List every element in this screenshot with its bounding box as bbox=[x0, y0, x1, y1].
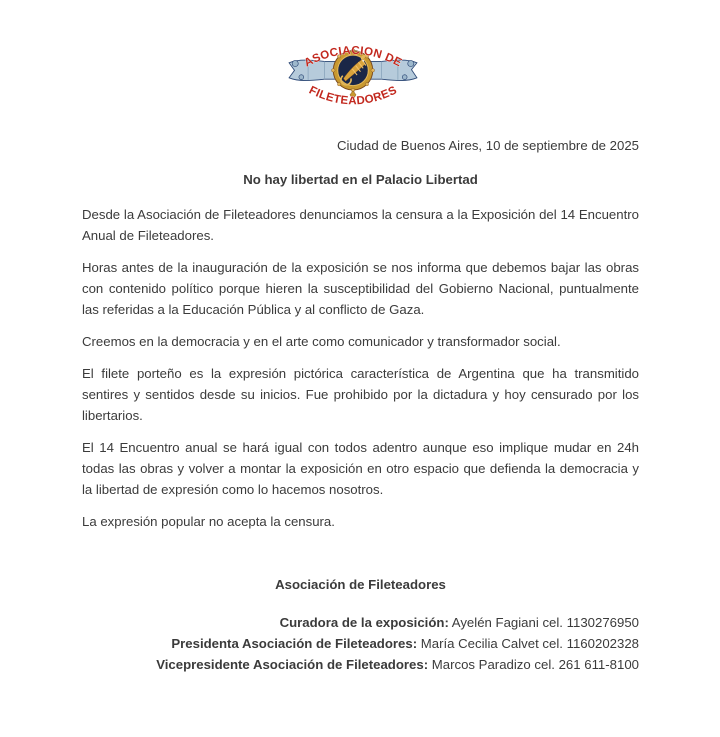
paragraph-1: Desde la Asociación de Fileteadores denunciamos la censura a la Exposición del 14 Encuentro Anual de Fileteadores. bbox=[82, 207, 639, 243]
contact-vicepresidente bbox=[82, 654, 639, 675]
paragraph-5: El 14 Encuentro anual se hará igual con todos adentro aunque eso implique mudar en 24h todas las obras y volver a montar la exposición en otro espacio que defienda la democracia y la libertad de expresión como lo hacemos nosotros. bbox=[82, 440, 639, 497]
contact-role: Presidenta Asociación de Fileteadores: bbox=[171, 636, 418, 651]
logo-svg bbox=[285, 30, 421, 112]
paragraph-6: La expresión popular no acepta la censura. bbox=[82, 514, 335, 529]
contact-role: Vicepresidente Asociación de Fileteadores: bbox=[156, 657, 429, 672]
contact-info: Marcos Paradizo cel. 261 611-8100 bbox=[431, 657, 639, 672]
signature: Asociación de Fileteadores bbox=[275, 577, 446, 592]
contact-presidenta bbox=[82, 633, 639, 654]
contact-info: Ayelén Fagiani cel. 1130276950 bbox=[451, 615, 639, 630]
paragraph-2: Horas antes de la inauguración de la exposición se nos informa que debemos bajar las obras con contenido político porque hieren la susceptibilidad del Gobierno Nacional, puntualmente las referidas a la Educación Pública y al conflicto de Gaza. bbox=[82, 260, 639, 317]
letter-body bbox=[82, 135, 639, 675]
dateline: Ciudad de Buenos Aires, 10 de septiembre de 2025 bbox=[336, 138, 639, 153]
letter-title: No hay libertad en el Palacio Libertad bbox=[243, 172, 478, 187]
logo-bottom-arc-text: FILETEADORES bbox=[306, 84, 400, 108]
asociacion-fileteadores-logo bbox=[285, 30, 421, 112]
contact-info: María Cecilia Calvet cel. 1160202328 bbox=[420, 636, 639, 651]
paragraph-4: El filete porteño es la expresión pictórica característica de Argentina que ha transmitido sentires y sentidos desde su inicios. Fue prohibido por la dictadura y hoy censurado por los libertarios. bbox=[82, 366, 639, 423]
contact-list bbox=[82, 612, 639, 675]
logo-top-arc-text: ASOCIACION DE bbox=[302, 44, 404, 70]
contact-role: Curadora de la exposición: bbox=[279, 615, 449, 630]
paragraph-3: Creemos en la democracia y en el arte como comunicador y transformador social. bbox=[82, 334, 561, 349]
contact-curadora bbox=[82, 612, 639, 633]
